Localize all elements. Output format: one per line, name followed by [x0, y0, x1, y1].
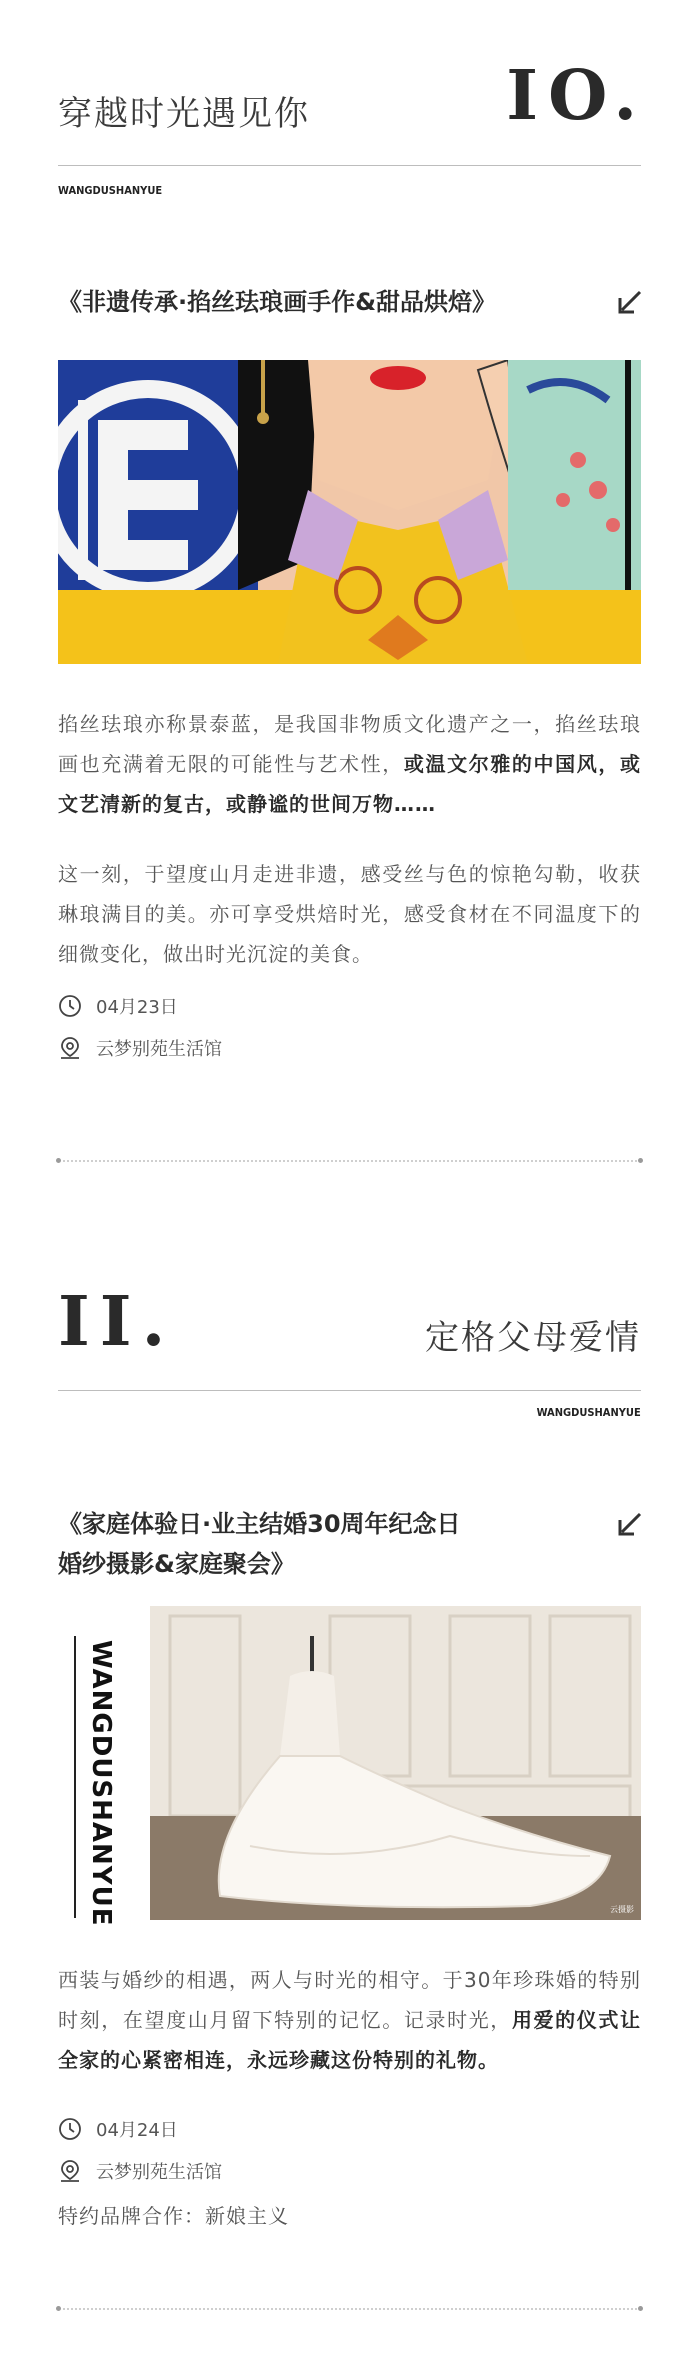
section1-divider: [58, 165, 641, 166]
vertical-brand: WANGDUSHANYUE: [86, 1640, 116, 1927]
arrow-down-left-icon: [616, 290, 642, 316]
photo-watermark: 云摄影: [610, 1905, 634, 1914]
section1-date: 04月23日: [96, 997, 178, 1018]
section2-dotted-divider: [58, 2308, 641, 2310]
section2-location: 云梦别苑生活馆: [96, 2162, 222, 2183]
section2-brand: WANGDUSHANYUE: [536, 1406, 641, 1419]
section1-location-row: [58, 1035, 222, 1061]
enamel-painting-image: [58, 360, 641, 664]
section1-title: 穿越时光遇见你: [58, 94, 310, 134]
section2-event-title: [58, 1504, 598, 1584]
section1-date-row: [58, 993, 178, 1019]
section2-date: 04月24日: [96, 2120, 178, 2141]
section1-dotted-divider: [58, 1160, 641, 1162]
section1-brand: WANGDUSHANYUE: [58, 184, 163, 197]
vertical-brand-bar: [74, 1636, 76, 1918]
wedding-dress-photo: [150, 1606, 641, 1920]
section2-numeral: II.: [58, 1282, 176, 1362]
section1-paragraph1: [58, 704, 641, 824]
section2-title: 定格父母爱情: [425, 1318, 641, 1358]
clock-icon: [58, 994, 82, 1018]
section1-numeral: IO.: [506, 56, 647, 136]
section2-paragraph-bold: 用爱的仪式让全家的心紧密相连，永远珍藏这份特别的礼物。: [58, 2008, 642, 2072]
clock-icon: [58, 2117, 82, 2141]
section2-paragraph-text: 西装与婚纱的相遇，两人与时光的相守。于30年珍珠婚的特别时刻，在望度山月留下特别的记忆。记录时光，: [58, 1968, 641, 2032]
section1-paragraph1-text: 掐丝珐琅亦称景泰蓝，是我国非物质文化遗产之一，掐丝珐琅画也充满着无限的可能性与艺术性，: [58, 712, 641, 776]
section2-event-title-line1: 《家庭体验日·业主结婚30周年纪念日: [58, 1510, 461, 1538]
section1-paragraph2: 这一刻，于望度山月走进非遗，感受丝与色的惊艳勾勒，收获琳琅满目的美。亦可享受烘焙时光，感受食材在不同温度下的细微变化，做出时光沉淀的美食。: [58, 862, 641, 966]
section2-divider: [58, 1390, 641, 1391]
section1-event-title: 《非遗传承·掐丝珐琅画手作&甜品烘焙》: [58, 288, 497, 316]
location-pin-icon: [58, 2159, 82, 2183]
section2-location-row: [58, 2158, 222, 2184]
section2-paragraph: [58, 1960, 641, 2080]
section2-partner: 特约品牌合作：新娘主义: [58, 2204, 289, 2228]
section1-location: 云梦别苑生活馆: [96, 1039, 222, 1060]
arrow-down-left-icon: [616, 1512, 642, 1538]
section2-date-row: [58, 2116, 178, 2142]
section2-event-title-line2: 婚纱摄影&家庭聚会》: [58, 1550, 295, 1578]
section1-paragraph1-bold: 或温文尔雅的中国风，或文艺清新的复古，或静谧的世间万物……: [58, 752, 642, 816]
location-pin-icon: [58, 1036, 82, 1060]
